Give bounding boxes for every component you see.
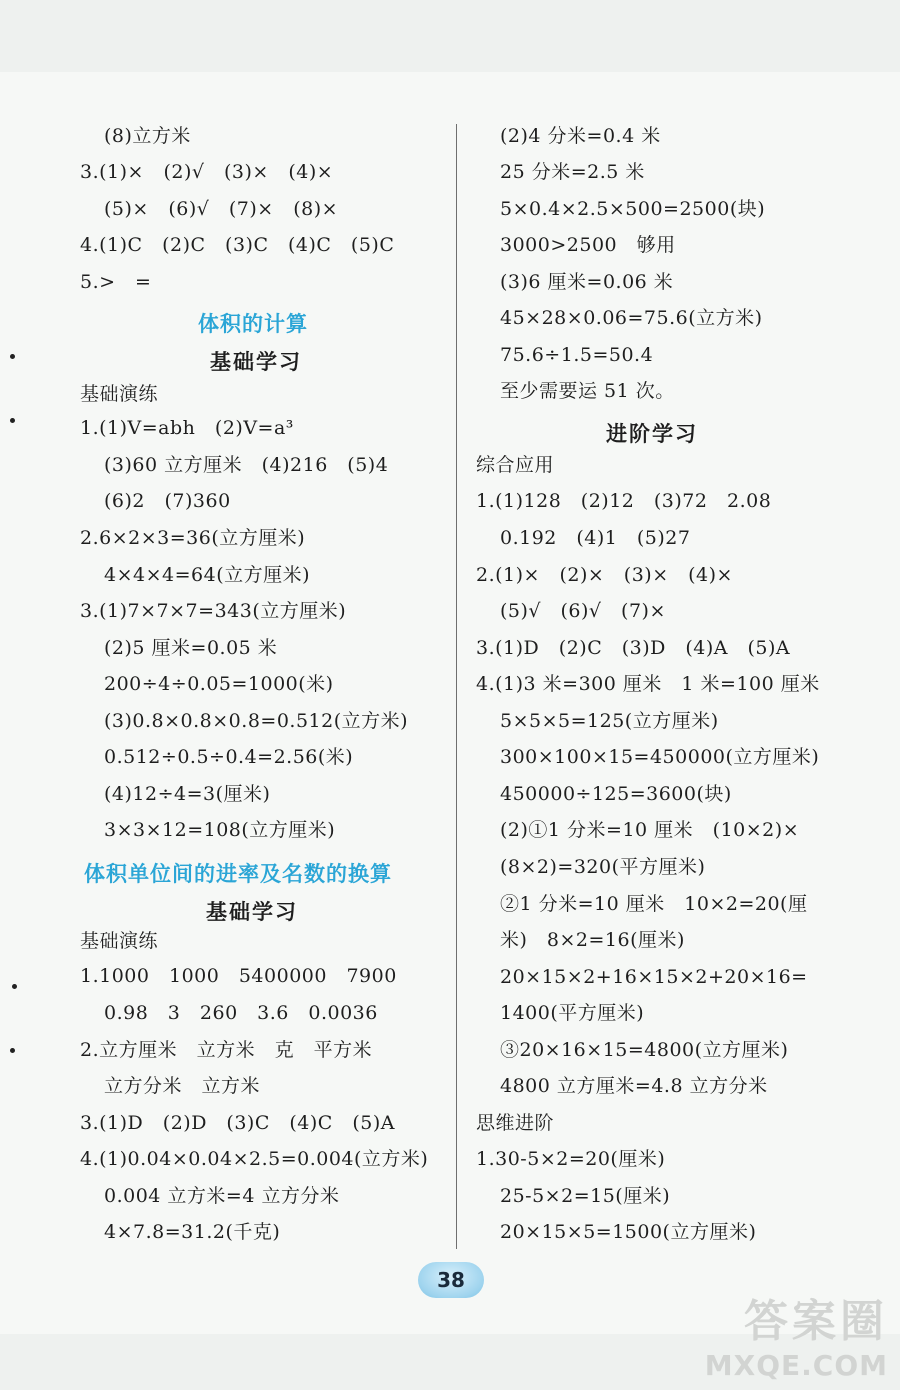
answer-line: ②1 分米=10 厘米 10×2=20(厘 (500, 893, 808, 915)
answer-line: (8)立方米 (104, 125, 191, 147)
answer-page (0, 72, 900, 1334)
page-number: 38 (418, 1262, 484, 1298)
answer-line: 3000>2500 够用 (500, 234, 676, 256)
section-heading: 基础学习 (206, 900, 298, 924)
answer-line: 4800 立方厘米=4.8 立方分米 (500, 1075, 768, 1097)
answer-line: 3.(1)× (2)√ (3)× (4)× (80, 161, 334, 183)
section-title: 体积的计算 (198, 312, 308, 336)
answer-line: 200÷4÷0.05=1000(米) (104, 673, 334, 695)
answer-line: (2)4 分米=0.4 米 (500, 125, 661, 147)
answer-line: 4.(1)0.04×0.04×2.5=0.004(立方米) (80, 1148, 429, 1170)
subsection-label: 基础演练 (80, 383, 159, 405)
subsection-label: 基础演练 (80, 930, 159, 952)
answer-line: 1.30-5×2=20(厘米) (476, 1148, 666, 1170)
answer-line: 立方分米 立方米 (104, 1075, 261, 1097)
answer-line: (8×2)=320(平方厘米) (500, 856, 706, 878)
answer-line: 3.(1)D (2)C (3)D (4)A (5)A (476, 637, 791, 659)
answer-line: 4×4×4=64(立方厘米) (104, 564, 311, 586)
watermark (705, 1285, 888, 1382)
subsection-label: 综合应用 (476, 454, 555, 476)
answer-line: 2.6×2×3=36(立方厘米) (80, 527, 306, 549)
margin-dot (10, 354, 15, 359)
answer-line: 75.6÷1.5=50.4 (500, 344, 654, 366)
answer-line: 3.(1)D (2)D (3)C (4)C (5)A (80, 1112, 395, 1134)
answer-line: 0.004 立方米=4 立方分米 (104, 1185, 340, 1207)
answer-line: 1.(1)V=abh (2)V=a³ (80, 417, 294, 439)
answer-line: 0.98 3 260 3.6 0.0036 (104, 1002, 378, 1024)
watermark-logo: 答案圈 (744, 1296, 888, 1347)
answer-line: 25-5×2=15(厘米) (500, 1185, 671, 1207)
answer-line: (2)①1 分米=10 厘米 (10×2)× (500, 819, 800, 841)
answer-line: (4)12÷4=3(厘米) (104, 783, 271, 805)
answer-line: 4.(1)3 米=300 厘米 1 米=100 厘米 (476, 673, 820, 695)
answer-line: (5)× (6)√ (7)× (8)× (104, 198, 339, 220)
watermark-url: MXQE.COM (704, 1349, 888, 1382)
answer-line: (3)6 厘米=0.06 米 (500, 271, 674, 293)
answer-line: ③20×16×15=4800(立方厘米) (500, 1039, 789, 1061)
answer-line: (3)0.8×0.8×0.8=0.512(立方米) (104, 710, 409, 732)
answer-line: 5×5×5=125(立方厘米) (500, 710, 719, 732)
answer-line: 5×0.4×2.5×500=2500(块) (500, 198, 766, 220)
answer-line: (5)√ (6)√ (7)× (500, 600, 666, 622)
answer-line: 至少需要运 51 次。 (500, 380, 675, 402)
answer-line: 450000÷125=3600(块) (500, 783, 732, 805)
section-heading: 进阶学习 (606, 422, 698, 446)
answer-line: 25 分米=2.5 米 (500, 161, 645, 183)
answer-line: 20×15×5=1500(立方厘米) (500, 1221, 757, 1243)
answer-line: 1.(1)128 (2)12 (3)72 2.08 (476, 490, 772, 512)
margin-dot (12, 984, 17, 989)
answer-line: 5.> = (80, 271, 152, 293)
answer-line: 0.512÷0.5÷0.4=2.56(米) (104, 746, 354, 768)
subsection-label: 思维进阶 (476, 1112, 555, 1134)
answer-line: 米) 8×2=16(厘米) (500, 929, 685, 951)
answer-line: (2)5 厘米=0.05 米 (104, 637, 278, 659)
section-heading: 基础学习 (210, 350, 302, 374)
answer-line: 3×3×12=108(立方厘米) (104, 819, 336, 841)
answer-line: 2.(1)× (2)× (3)× (4)× (476, 564, 733, 586)
answer-line: 4.(1)C (2)C (3)C (4)C (5)C (80, 234, 395, 256)
section-title: 体积单位间的进率及名数的换算 (84, 862, 392, 886)
answer-line: 4×7.8=31.2(千克) (104, 1221, 281, 1243)
answer-line: 1.1000 1000 5400000 7900 (80, 965, 397, 987)
margin-dot (10, 418, 15, 423)
answer-line: 2.立方厘米 立方米 克 平方米 (80, 1039, 373, 1061)
answer-line: (6)2 (7)360 (104, 490, 231, 512)
answer-line: 20×15×2+16×15×2+20×16= (500, 966, 808, 988)
answer-line: 45×28×0.06=75.6(立方米) (500, 307, 763, 329)
answer-line: 0.192 (4)1 (5)27 (500, 527, 691, 549)
margin-dot (10, 1048, 15, 1053)
answer-line: (3)60 立方厘米 (4)216 (5)4 (104, 454, 389, 476)
answer-line: 3.(1)7×7×7=343(立方厘米) (80, 600, 347, 622)
answer-line: 1400(平方厘米) (500, 1002, 645, 1024)
answer-line: 300×100×15=450000(立方厘米) (500, 746, 820, 768)
column-divider (456, 124, 457, 1249)
